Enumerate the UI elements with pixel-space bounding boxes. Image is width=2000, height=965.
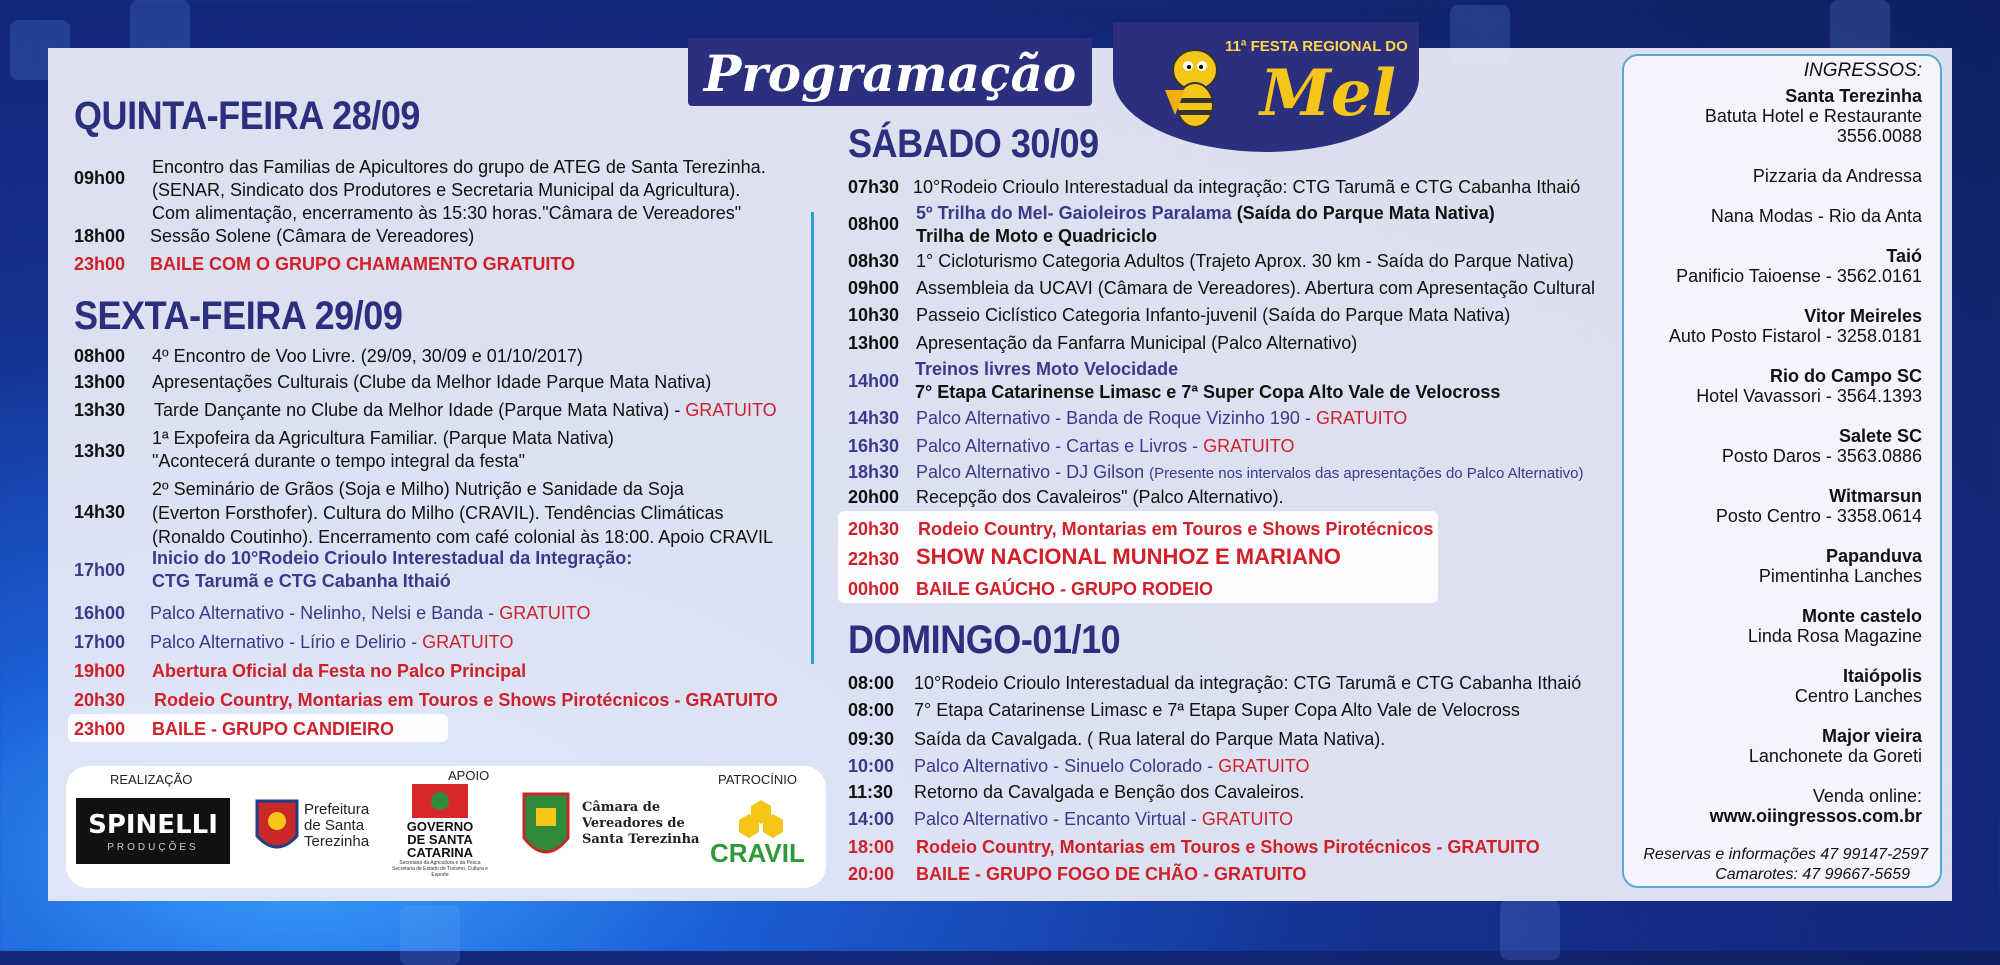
event-text: Rodeio Country, Montarias em Touros e Shows Pirotécnicos - GRATUITO [154,690,778,710]
sidebar-title: INGRESSOS: [1803,60,1922,81]
patrocinio-label: PATROCÍNIO [718,772,797,787]
time: 16h30 [848,436,900,456]
event-text: 10°Rodeio Crioulo Interestadual da integração: CTG Tarumã e CTG Cabanha Ithaió [913,177,1581,197]
time: 23h00 [74,254,126,274]
online-link[interactable]: www.oiingressos.com.br [1709,806,1922,826]
day-header-quinta: QUINTA-FEIRA 28/09 [74,94,420,138]
location-name: Rio do Campo SC [1770,366,1922,386]
event-line: Palco Alternativo - Sinuelo Colorado - [914,756,1219,776]
event-text: BAILE - GRUPO FOGO DE CHÃO - GRATUITO [916,864,1307,884]
governo-text [400,820,480,859]
event-line: 2º Seminário de Grãos (Soja e Milho) Nutrição e Sanidade da Soja [152,479,684,499]
event-text: Sessão Solene (Câmara de Vereadores) [150,226,475,246]
time: 14h30 [74,502,126,522]
event-line: Palco Alternativo - Banda de Roque Vizinho 190 - [916,408,1316,428]
spinelli-sub: PRODUÇÕES [107,842,199,853]
column-divider [811,212,814,664]
time: 07h30 [848,177,900,197]
event-text [152,547,632,593]
governo-line: DE SANTA [407,832,473,847]
bg-square [400,905,460,965]
vendor: Linda Rosa Magazine [1747,626,1922,646]
free-label: GRATUITO [1203,436,1295,456]
governo-line: CATARINA [407,845,473,860]
event-line: (Saída do Parque Mata Nativa) [1231,203,1495,223]
time: 09:30 [848,729,895,749]
event-line: (Ronaldo Coutinho). Encerramento com café colonial às 18:00. Apoio CRAVIL [152,527,774,547]
time: 11:30 [848,782,894,802]
realizacao-label: REALIZAÇÃO [110,772,193,787]
event-text [916,202,1495,248]
cravil-text: CRAVIL [710,838,805,868]
logo-subtitle: 11ª FESTA REGIONAL DO [1225,38,1408,55]
ticket-sidebar [1622,54,1942,888]
event-line: Palco Alternativo - Lírio e Delirio - [150,632,423,652]
time: 13h30 [74,441,126,461]
governo-sub-line: Secretaria da Agricultura e da Pesca [399,860,481,866]
vendor: Batuta Hotel e Restaurante [1704,106,1922,126]
event-text [915,358,1500,404]
event-text: BAILE - GRUPO CANDIEIRO [152,719,395,739]
event-text [154,399,777,422]
camara-line: Santa Terezinha [582,832,700,847]
event-text [914,808,1293,831]
time: 14:00 [848,809,895,829]
camara-line: Vereadores de [582,816,685,831]
event-line: "Acontecerá durante o tempo integral da festa" [152,451,526,471]
event-line: Palco Alternativo - Cartas e Livros - [916,436,1204,456]
free-label: GRATUITO [499,603,591,623]
governo-sub [384,860,496,878]
governo-sub-line: Secretaria de Estado de Turismo, Cultura e Esporte [392,866,488,878]
event-text [150,631,513,654]
free-label: GRATUITO [1315,408,1408,428]
time: 17h00 [74,560,126,580]
reservation-info: Reservas e informações 47 99147-2597 [1643,846,1928,863]
event-note: (Presente nos intervalos das apresentações do Palco Alternativo) [1149,465,1584,482]
prefeitura-text [304,802,369,850]
cravil-honeycomb-icon [738,798,784,838]
vendor: Posto Centro - 3358.0614 [1715,506,1922,526]
vendor: Posto Daros - 3563.0886 [1721,446,1922,466]
camara-line: Câmara de [582,800,661,815]
event-text: SHOW NACIONAL MUNHOZ E MARIANO [916,544,1341,569]
time: 14h00 [848,371,900,391]
time: 20:00 [848,864,895,884]
time: 19h00 [74,661,126,681]
day-header-sabado: SÁBADO 30/09 [848,122,1099,166]
time: 10h30 [848,305,900,325]
event-text: 7° Etapa Catarinense Limasc e 7ª Etapa Super Copa Alto Vale de Velocross [914,700,1520,720]
prefeitura-line: de Santa [304,817,365,834]
free-label: GRATUITO [1218,756,1310,776]
event-text: BAILE GAÚCHO - GRUPO RODEIO [916,579,1214,599]
time: 23h00 [74,719,126,739]
event-text [916,461,1584,485]
time: 13h00 [848,333,900,353]
day-header-domingo: DOMINGO-01/10 [848,618,1121,662]
event-text [152,427,614,473]
vendor: Pimentinha Lanches [1758,566,1922,586]
time: 14h30 [848,408,900,428]
logo-mel: Mel [1260,56,1396,131]
time: 10:00 [848,756,895,776]
event-text [916,407,1407,430]
location-name: Salete SC [1838,426,1922,446]
santa-catarina-flag-icon [412,784,468,818]
event-line: Palco Alternativo - Nelinho, Nelsi e Banda - [150,603,500,623]
vendor: Nana Modas - Rio da Anta [1710,206,1922,226]
event-text: Recepção dos Cavaleiros" (Palco Alternativo). [916,487,1284,507]
time: 22h30 [848,549,900,569]
free-label: GRATUITO [1201,809,1294,829]
vendor: Auto Posto Fistarol - 3258.0181 [1668,326,1922,346]
event-text [152,156,766,225]
page-title: Programação [703,44,1077,103]
event-text: Rodeio Country, Montarias em Touros e Shows Pirotécnicos - GRATUITO [916,837,1540,857]
event-text: Apresentações Culturais (Clube da Melhor Idade Parque Mata Nativa) [152,372,712,392]
vendor: Centro Lanches [1794,686,1922,706]
time: 20h30 [74,690,126,710]
box-info: Camarotes: 47 99667-5659 [1715,866,1910,883]
location-name: Santa Terezinha [1785,86,1922,106]
time: 09h00 [74,168,126,188]
prefeitura-line: Prefeitura [304,801,370,818]
event-line: (Everton Forsthofer). Cultura do Milho (CRAVIL). Tendências Climáticas [152,503,724,523]
location-name: Taió [1886,246,1922,266]
bee-icon [1160,40,1230,130]
time: 17h00 [74,632,126,652]
free-label: GRATUITO [422,632,514,652]
time: 13h00 [74,372,126,392]
vendor: Hotel Vavassori - 3564.1393 [1696,386,1922,406]
apoio-label: APOIO [448,768,490,783]
event-text [152,477,773,549]
vendor: Pizzaria da Andressa [1752,166,1922,186]
time: 18h00 [74,226,126,246]
event-text [916,435,1294,458]
event-line: (SENAR, Sindicato dos Produtores e Secretaria Municipal da Agricultura). [152,180,741,200]
camara-text [582,800,699,848]
event-text: Abertura Oficial da Festa no Palco Principal [152,661,527,681]
event-text [914,755,1310,778]
vendor: Lanchonete da Goreti [1748,746,1922,766]
location-name: Major vieira [1821,726,1922,746]
time: 08:00 [848,700,895,720]
time: 18:00 [848,837,895,857]
event-text: 1° Cicloturismo Categoria Adultos (Trajeto Aprox. 30 km - Saída do Parque Nativa) [916,251,1574,271]
event-line: 7° Etapa Catarinense Limasc e 7ª Super Copa Alto Vale de Velocross [915,382,1501,402]
event-line: Encontro das Familias de Apicultores do grupo de ATEG de Santa Terezinha. [152,157,766,177]
event-line: Palco Alternativo - Encanto Virtual - [914,809,1202,829]
event-text: 4º Encontro de Voo Livre. (29/09, 30/09 e 01/10/2017) [152,346,583,366]
bg-square [1500,900,1560,960]
event-text: BAILE COM O GRUPO CHAMAMENTO GRATUITO [150,254,575,274]
event-text: 10°Rodeio Crioulo Interestadual da integração: CTG Tarumã e CTG Cabanha Ithaió [914,673,1582,693]
time: 20h30 [848,519,900,539]
vendor: Panificio Taioense - 3562.0161 [1676,266,1922,286]
location-name: Vitor Meireles [1804,306,1922,326]
camara-crest-icon [520,788,572,868]
day-header-sexta: SEXTA-FEIRA 29/09 [74,294,403,338]
event-text: Apresentação da Fanfarra Municipal (Palco Alternativo) [916,333,1358,353]
free-label: GRATUITO [685,400,777,420]
event-line: Treinos livres Moto Velocidade [915,359,1179,379]
title-banner [688,38,1092,106]
event-line: Trilha de Moto e Quadriciclo [916,226,1158,246]
event-text: Passeio Ciclístico Categoria Infanto-juvenil (Saída do Parque Mata Nativa) [916,305,1511,325]
spinelli-logo [76,798,230,864]
time: 16h00 [74,603,126,623]
event-line: CTG Tarumã e CTG Cabanha Ithaió [152,571,451,591]
time: 13h30 [74,400,126,420]
event-line: Com alimentação, encerramento às 15:30 horas."Câmara de Vereadores" [152,203,742,223]
event-line: Tarde Dançante no Clube da Melhor Idade (Parque Mata Nativa) - [154,400,686,420]
event-text: Saída da Cavalgada. ( Rua lateral do Parque Mata Nativa). [914,729,1386,749]
time: 08h00 [848,214,900,234]
online-label: Venda online: [1812,786,1922,806]
event-line: 5º Trilha do Mel- Gaioleiros Paralama [916,203,1232,223]
time: 08h00 [74,346,126,366]
time: 08:00 [848,673,895,693]
event-text: Retorno da Cavalgada e Benção dos Cavaleiros. [914,782,1305,802]
event-text: Rodeio Country, Montarias em Touros e Shows Pirotécnicos [918,519,1434,539]
prefeitura-line: Terezinha [304,833,370,850]
location-name: Itaiópolis [1842,666,1922,686]
vendor-phone: 3556.0088 [1836,126,1922,146]
event-text [150,602,591,625]
time: 00h00 [848,579,900,599]
prefeitura-crest-icon [252,796,302,864]
location-name: Papanduva [1825,546,1922,566]
time: 20h00 [848,487,900,507]
governo-line: GOVERNO [406,819,474,834]
spinelli-text: SPINELLI [88,810,218,840]
event-line: 1ª Expofeira da Agricultura Familiar. (Parque Mata Nativa) [152,428,614,448]
event-line: Palco Alternativo - DJ Gilson [916,462,1150,482]
event-line: Inicio do 10°Rodeio Crioulo Interestadual da Integração: [152,548,633,568]
sponsor-bar [66,766,826,888]
time: 08h30 [848,251,900,271]
event-text: Assembleia da UCAVI (Câmara de Vereadores). Abertura com Apresentação Cultural [916,278,1595,298]
time: 18h30 [848,462,900,482]
location-name: Witmarsun [1829,486,1922,506]
location-name: Monte castelo [1801,606,1922,626]
time: 09h00 [848,278,900,298]
